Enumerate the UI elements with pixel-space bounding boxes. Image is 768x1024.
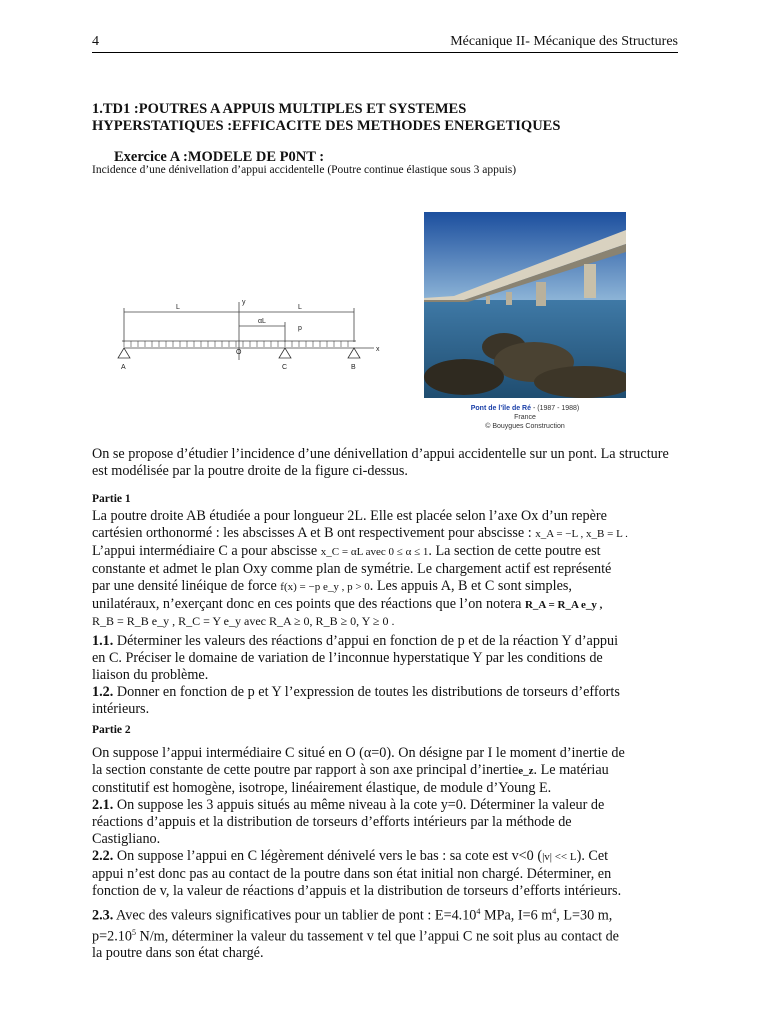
question-text: On suppose l’appui en C légèrement dénivelé vers le bas : sa cote est v<0 (	[113, 848, 543, 864]
part1-line5-text: par une densité linéique de force	[92, 577, 277, 594]
question-text: Castigliano.	[92, 830, 161, 847]
part1-line2-math: x_A = −L , x_B = L .	[535, 527, 628, 540]
question-math: |v| << L	[542, 851, 577, 863]
intro-paragraph: On se propose d’étudier l’incidence d’une dénivellation d’appui accidentelle sur un pont. La structure est modélisée par la poutre droite de la figure ci-dessus.	[92, 446, 669, 479]
exponent: 4	[552, 907, 557, 916]
question-text: intérieurs.	[92, 700, 150, 717]
label-L-right: L	[298, 304, 302, 311]
photo-caption	[424, 404, 626, 431]
running-title: Mécanique II- Mécanique des Structures	[450, 34, 678, 49]
part1-line	[92, 525, 680, 543]
part2-line	[92, 762, 680, 780]
question-text: p=2.10	[92, 928, 132, 945]
exponent: 5	[131, 927, 136, 937]
question-number: 2.2.	[92, 848, 114, 864]
part2-paragraph	[92, 745, 680, 797]
caption-years: - (1987 - 1988)	[531, 405, 580, 412]
part2-line2-after: . Le matériau	[533, 761, 609, 778]
caption-bridge-name: Pont de l’île de Ré	[470, 405, 532, 412]
part1-line2-text: cartésien orthonormé : les abscisses A et B ont respectivement pour abscisse :	[92, 524, 532, 541]
part2-label: Partie 2	[92, 724, 131, 736]
question-text: liaison du problème.	[92, 666, 209, 683]
caption-country: France	[514, 414, 536, 421]
question-number: 2.3.	[92, 907, 114, 924]
page-number: 4	[92, 34, 99, 49]
question-text: la poutre dans son état chargé.	[92, 945, 264, 962]
label-x: x	[376, 346, 380, 353]
section-title-line1: 1.TD1 :POUTRES A APPUIS MULTIPLES ET SYSTEMES	[92, 101, 467, 117]
label-C: C	[282, 364, 288, 371]
part1-line6-text: unilatéraux, n’exerçant donc en ces points que des réactions que l’on notera	[92, 595, 522, 612]
part1-line5-math: f(x) = −p e_y , p > 0	[280, 580, 370, 593]
label-L-left: L	[176, 304, 180, 311]
exercise-heading: Exercice A :MODELE DE P0NT :	[114, 149, 325, 165]
beam-diagram	[112, 296, 390, 380]
question-text: , L=30 m,	[556, 907, 613, 924]
question-1-2	[92, 684, 680, 718]
question-text: en C. Préciser le domaine de variation de l’inconnue hyperstatique Y par les conditions de	[92, 649, 603, 666]
part1-line	[92, 596, 680, 614]
section-title	[92, 101, 682, 135]
label-p: p	[298, 325, 302, 332]
label-O: O	[236, 349, 242, 356]
caption-credit: © Bouygues Construction	[485, 423, 565, 430]
label-A: A	[121, 364, 126, 371]
header-rule	[92, 52, 678, 53]
page-header	[92, 34, 678, 52]
question-1-1	[92, 633, 680, 684]
question-2-1	[92, 797, 680, 848]
part1-line	[92, 543, 680, 561]
question-text: ). Cet	[576, 848, 609, 864]
question-2-2	[92, 848, 680, 900]
question-text: réactions d’appuis et la distribution de torseurs d’efforts intérieurs par la méthode de	[92, 813, 572, 830]
part1-line6-math: R_A = R_A e_y ,	[524, 598, 603, 611]
part1-line	[92, 578, 680, 596]
question-number: 1.1.	[92, 633, 114, 649]
part2-line: constitutif est homogène, isotrope, linéairement élastique, de module d’Young E.	[92, 779, 552, 796]
part2-line2-text: la section constante de cette poutre par rapport à son axe principal d’inertie	[92, 761, 519, 778]
question-text: Donner en fonction de p et Y l’expression de toutes les distributions de torseurs d’efforts	[113, 684, 620, 700]
part1-line: R_B = R_B e_y , R_C = Y e_y avec R_A ≥ 0, R_B ≥ 0, Y ≥ 0 .	[92, 614, 395, 629]
part1-line3-after: . La section de cette poutre est	[428, 542, 601, 559]
question-text: Avec des valeurs significatives pour un tablier de pont : E=4.10	[113, 907, 477, 924]
question-2-3	[92, 904, 680, 962]
part1-line3-text: L’appui intermédiaire C a pour abscisse	[92, 542, 318, 559]
label-B: B	[351, 364, 356, 371]
part1-paragraph	[92, 508, 680, 630]
question-number: 2.1.	[92, 797, 114, 813]
question-text: MPa, I=6 m	[480, 907, 553, 924]
part2-line2-math: e_z	[518, 764, 534, 777]
exponent: 4	[476, 907, 481, 916]
question-text: Déterminer les valeurs des réactions d’appui en fonction de p et de la réaction Y d’appui	[113, 633, 619, 649]
bridge-photo	[424, 212, 626, 398]
part1-line5-after: . Les appuis A, B et C sont simples,	[369, 577, 572, 594]
section-title-line2: HYPERSTATIQUES :EFFICACITE DES METHODES ENERGETIQUES	[92, 118, 561, 134]
question-text: On suppose les 3 appuis situés au même niveau à la cote y=0. Déterminer la valeur de	[113, 797, 605, 813]
exercise-subtitle: Incidence d’une dénivellation d’appui accidentelle (Poutre continue élastique sous 3 appuis)	[92, 164, 517, 176]
question-text: fonction de v, la valeur de réactions d’appuis et la distribution de torseurs d’efforts intérieurs.	[92, 882, 622, 899]
question-text: N/m, déterminer la valeur du tassement v tel que l’appui C ne soit plus au contact de	[135, 928, 619, 945]
part1-line: La poutre droite AB étudiée a pour longueur 2L. Elle est placée selon l’axe Ox d’un repère	[92, 508, 607, 524]
question-text: appui n’est donc pas au contact de la poutre dans son état initial non chargé. Déterminer, en	[92, 865, 612, 882]
question-number: 1.2.	[92, 684, 114, 700]
label-alphaL: αL	[258, 318, 266, 325]
part1-line: constante et admet le plan Oxy comme plan de symétrie. Le chargement actif est représenté	[92, 560, 612, 577]
label-y: y	[242, 299, 246, 306]
part2-line: On suppose l’appui intermédiaire C situé en O (α=0). On désigne par I le moment d’inertie de	[92, 745, 625, 761]
part1-label: Partie 1	[92, 493, 131, 505]
part1-line3-math: x_C = αL avec 0 ≤ α ≤ 1	[320, 545, 429, 558]
